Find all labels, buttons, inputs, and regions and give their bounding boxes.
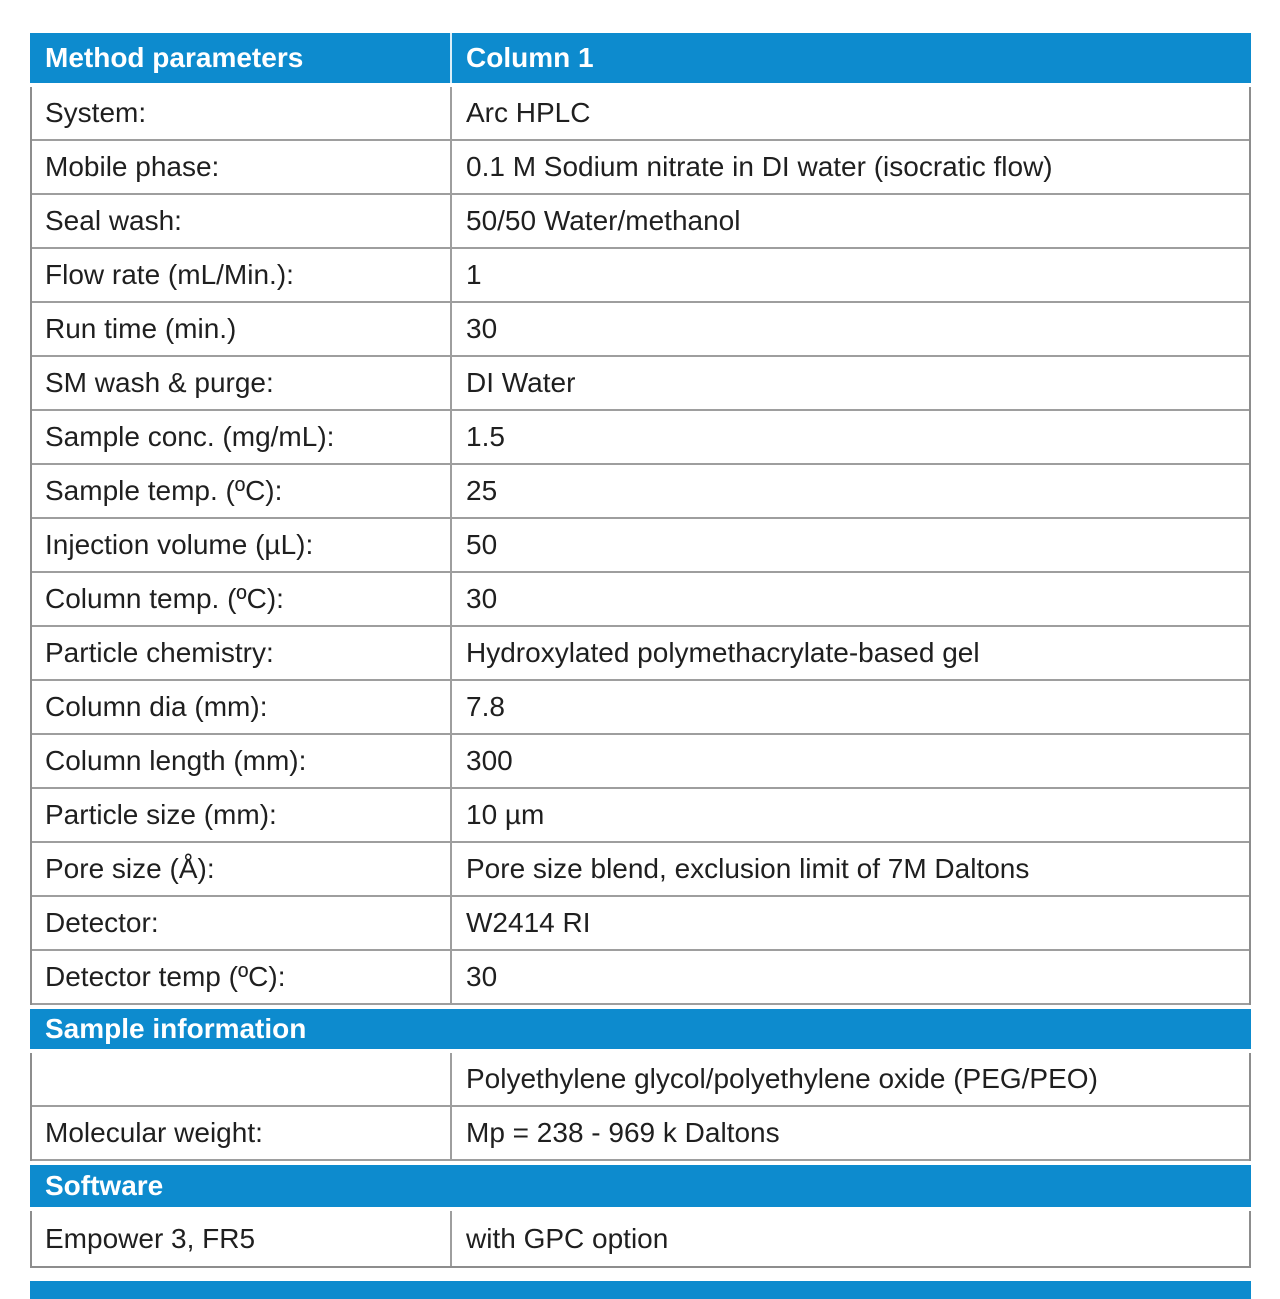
table-row — [32, 465, 1249, 519]
row-label: Empower 3, FR5 — [32, 1211, 452, 1266]
row-label: Mobile phase: — [32, 141, 452, 193]
row-value: 30 — [466, 583, 498, 614]
row-value: 300 — [466, 745, 513, 776]
sample-information-rows-block — [30, 1053, 1251, 1161]
row-value: 50/50 Water/methanol — [466, 205, 741, 236]
software-rows-block — [30, 1211, 1251, 1268]
row-value: Mp = 238 - 969 k Daltons — [466, 1117, 780, 1148]
row-label: Particle chemistry: — [32, 627, 452, 679]
row-label: Particle size (mm): — [32, 789, 452, 841]
table-row — [32, 1211, 1249, 1266]
row-value: 30 — [466, 961, 498, 992]
row-label — [32, 1053, 452, 1105]
row-label: Detector temp (ºC): — [32, 951, 452, 1003]
row-label: SM wash & purge: — [32, 357, 452, 409]
method-rows-block — [30, 87, 1251, 1005]
row-label: Column temp. (ºC): — [32, 573, 452, 625]
table-row — [32, 357, 1249, 411]
row-label: Run time (min.) — [32, 303, 452, 355]
table-row — [32, 195, 1249, 249]
method-parameters-table — [30, 33, 1251, 1268]
table-row — [32, 303, 1249, 357]
row-label: Detector: — [32, 897, 452, 949]
row-label: Column dia (mm): — [32, 681, 452, 733]
table-row — [32, 897, 1249, 951]
table-row — [32, 681, 1249, 735]
table-row — [32, 843, 1249, 897]
row-value: DI Water — [466, 367, 576, 398]
row-value: Arc HPLC — [466, 97, 591, 128]
row-value: 1 — [466, 259, 482, 290]
row-value: W2414 RI — [466, 907, 591, 938]
row-label: Injection volume (µL): — [32, 519, 452, 571]
row-value: Polyethylene glycol/polyethylene oxide (PEG/PEO) — [466, 1063, 1098, 1094]
row-value: 50 — [466, 529, 498, 560]
table-row — [32, 573, 1249, 627]
table-row — [32, 141, 1249, 195]
section-header-sample-information: Sample information — [30, 1009, 1251, 1049]
header-cell-column-1: Column 1 — [466, 42, 594, 73]
table-row — [32, 519, 1249, 573]
table-row — [32, 789, 1249, 843]
row-label: System: — [32, 87, 452, 139]
bottom-blue-rule — [30, 1281, 1251, 1299]
row-value: 1.5 — [466, 421, 505, 452]
table-row — [32, 411, 1249, 465]
table-header-row — [30, 33, 1251, 83]
row-value: Hydroxylated polymethacrylate-based gel — [466, 637, 980, 668]
row-value: 10 µm — [466, 799, 545, 830]
table-row — [32, 1053, 1249, 1107]
row-label: Pore size (Å): — [32, 843, 452, 895]
row-value: 25 — [466, 475, 498, 506]
table-row — [32, 627, 1249, 681]
row-value: 30 — [466, 313, 498, 344]
row-label: Seal wash: — [32, 195, 452, 247]
row-value: Pore size blend, exclusion limit of 7M Daltons — [466, 853, 1030, 884]
table-row — [32, 735, 1249, 789]
row-label: Molecular weight: — [32, 1107, 452, 1159]
table-row — [32, 1107, 1249, 1161]
row-value: 0.1 M Sodium nitrate in DI water (isocratic flow) — [466, 151, 1053, 182]
row-label: Sample temp. (ºC): — [32, 465, 452, 517]
row-label: Flow rate (mL/Min.): — [32, 249, 452, 301]
row-label: Column length (mm): — [32, 735, 452, 787]
header-cell-method-parameters: Method parameters — [30, 33, 452, 83]
section-header-software: Software — [30, 1165, 1251, 1207]
row-value: 7.8 — [466, 691, 505, 722]
table-row — [32, 249, 1249, 303]
row-value: with GPC option — [466, 1222, 669, 1254]
table-row — [32, 87, 1249, 141]
table-row — [32, 951, 1249, 1005]
row-label: Sample conc. (mg/mL): — [32, 411, 452, 463]
